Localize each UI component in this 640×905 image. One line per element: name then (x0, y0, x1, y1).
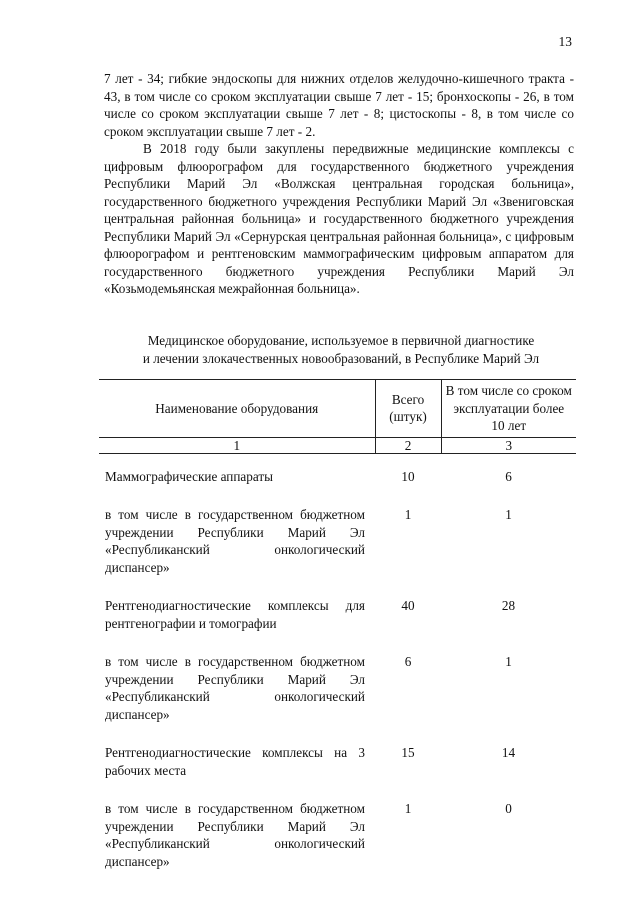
equipment-total: 1 (404, 801, 412, 816)
table-row (99, 653, 576, 744)
header-equipment-name: Наименование оборудования (99, 380, 375, 438)
column-number-3: 3 (441, 437, 576, 453)
table-row (99, 597, 576, 653)
table-row (99, 744, 576, 800)
table-row (99, 468, 576, 507)
column-number-row (99, 437, 576, 453)
equipment-over-10-years: 1 (505, 654, 512, 669)
table-spacer (99, 453, 576, 468)
equipment-over-10-years: 0 (505, 801, 512, 816)
paragraph-continuation: 7 лет - 34; гибкие эндоскопы для нижних отделов желудочно-кишечного тракта - 43, в том числе со сроком эксплуатации свыше 7 лет - 15; бронхоскопы - 26, в том числе со сроком эксплуатации свыше 7 лет - 8; цистоскопы - 8, в том числе со сроком эксплуатации свыше 7 лет - 2. (104, 71, 574, 139)
column-number-2: 2 (375, 437, 441, 453)
equipment-table (99, 379, 576, 891)
header-over-10-years: В том числе со сроком эксплуатации более 10 лет (441, 380, 576, 438)
table-title (96, 332, 586, 367)
column-number-1: 1 (99, 437, 375, 453)
equipment-name: в том числе в государственном бюджетном учреждении Республики Марий Эл «Республиканский онкологический диспансер» (105, 654, 365, 722)
table-title-line-1: Медицинское оборудование, используемое в первичной диагностике (147, 333, 535, 348)
table-header-row (99, 380, 576, 438)
table-row (99, 506, 576, 597)
equipment-total: 40 (401, 598, 415, 613)
equipment-over-10-years: 14 (501, 745, 516, 760)
header-total: Всего (штук) (375, 380, 441, 438)
equipment-name: Рентгенодиагностические комплексы на 3 рабочих места (105, 745, 365, 778)
equipment-name: в том числе в государственном бюджетном учреждении Республики Марий Эл «Республиканский онкологический диспансер» (105, 507, 365, 575)
equipment-name: в том числе в государственном бюджетном учреждении Республики Марий Эл «Республиканский онкологический диспансер» (105, 801, 365, 869)
table-row (99, 800, 576, 891)
equipment-over-10-years: 6 (505, 468, 512, 484)
equipment-total: 10 (401, 468, 415, 484)
equipment-name: Маммографические аппараты (105, 468, 273, 484)
table-title-line-2: и лечении злокачественных новообразований, в Республике Марий Эл (142, 350, 540, 366)
equipment-over-10-years: 28 (501, 598, 516, 613)
paragraph-purchases-2018: В 2018 году были закуплены передвижные медицинские комплексы с цифровым флюорографом для государственного бюджетного учреждения Республики Марий Эл «Волжская центральная городская больница», государственного бюджетного учреждения Республики Марий Эл «Звениговская центральная районная больница» и государственного бюджетного учреждения Республики Марий Эл «Сернурская центральная районная больница», с цифровым флюорографом и рентгеновским маммографическим цифровым аппаратом для государственного бюджетного учреждения Республики Марий Эл «Козьмодемьянская межрайонная больница». (104, 141, 574, 296)
equipment-over-10-years: 1 (505, 507, 512, 522)
equipment-total: 1 (404, 507, 412, 522)
body-text (104, 70, 574, 298)
page-number: 13 (558, 34, 572, 49)
equipment-total: 6 (404, 654, 412, 669)
equipment-name: Рентгенодиагностические комплексы для рентгенографии и томографии (105, 598, 365, 631)
equipment-total: 15 (401, 745, 415, 760)
